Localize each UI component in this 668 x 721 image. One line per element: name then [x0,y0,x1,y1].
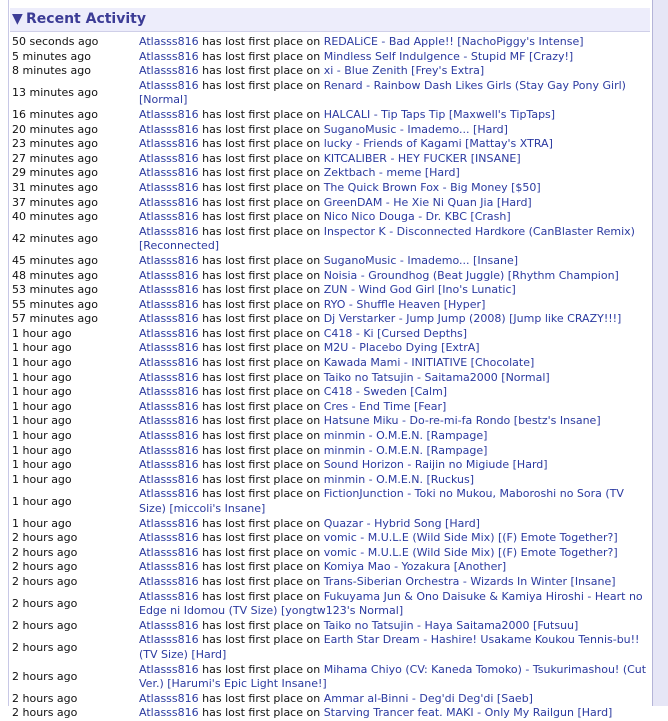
activity-message [139,64,648,79]
user-link[interactable]: Atlasss816 [139,370,199,384]
activity-message [139,181,648,196]
activity-action-text: has lost first place on [202,545,321,559]
activity-action-text: has lost first place on [202,443,321,457]
activity-message [139,590,648,619]
user-link[interactable]: Atlasss816 [139,691,199,705]
activity-message [139,35,648,50]
activity-message [139,341,648,356]
beatmap-link[interactable]: minmin - O.M.E.N. [Rampage] [323,443,488,457]
activity-row [12,487,648,516]
activity-action-text: has lost first place on [202,531,321,545]
user-link[interactable]: Atlasss816 [139,341,199,355]
beatmap-link[interactable]: Earth Star Dream - Hashire! Usakame Koukou Tennis-bu!! (TV Size) [Hard] [139,633,640,661]
user-link[interactable]: Atlasss816 [139,443,199,457]
beatmap-link[interactable]: SuganoMusic - Imademo... [Insane] [323,253,519,267]
activity-time: 1 hour ago [12,429,72,443]
activity-time: 2 hours ago [12,574,78,588]
activity-row [12,633,648,662]
user-link[interactable]: Atlasss816 [139,414,199,428]
activity-action-text: has lost first place on [202,414,321,428]
activity-row [12,312,648,327]
beatmap-link[interactable]: ZUN - Wind God Girl [Ino's Lunatic] [323,283,516,297]
activity-row [12,429,648,444]
activity-action-text: has lost first place on [202,516,321,530]
activity-time: 1 hour ago [12,356,72,370]
user-link[interactable]: Atlasss816 [139,487,199,501]
activity-time: 1 hour ago [12,326,72,340]
activity-time: 2 hours ago [12,691,78,705]
activity-row [12,458,648,473]
activity-time: 1 hour ago [12,370,72,384]
activity-action-text: has lost first place on [202,326,321,340]
user-link[interactable]: Atlasss816 [139,516,199,530]
beatmap-link[interactable]: vomic - M.U.L.E (Wild Side Mix) [(F) Emote Together?] [323,531,618,545]
beatmap-link[interactable]: M2U - Placebo Dying [ExtrA] [323,341,480,355]
activity-time: 57 minutes ago [12,312,98,326]
activity-action-text: has lost first place on [202,370,321,384]
activity-action-text: has lost first place on [202,253,321,267]
activity-time: 53 minutes ago [12,283,98,297]
activity-message [139,692,648,707]
activity-action-text: has lost first place on [202,589,321,603]
activity-time: 2 hours ago [12,531,78,545]
activity-message [139,196,648,211]
activity-row [12,196,648,211]
activity-row [12,64,648,79]
activity-message [139,356,648,371]
user-link[interactable]: Atlasss816 [139,574,199,588]
activity-time: 31 minutes ago [12,180,98,194]
activity-time: 2 hours ago [12,669,78,683]
user-link[interactable]: Atlasss816 [139,531,199,545]
user-link[interactable]: Atlasss816 [139,589,199,603]
user-link[interactable]: Atlasss816 [139,429,199,443]
beatmap-link[interactable]: REDALiCE - Bad Apple!! [NachoPiggy's Intense] [323,35,584,48]
activity-message [139,458,648,473]
activity-message [139,414,648,429]
activity-time: 48 minutes ago [12,268,98,282]
activity-row [12,619,648,634]
activity-row [12,50,648,65]
activity-action-text: has lost first place on [202,210,321,224]
user-link[interactable]: Atlasss816 [139,78,199,92]
activity-time: 1 hour ago [12,458,72,472]
activity-action-text: has lost first place on [202,356,321,370]
beatmap-link[interactable]: vomic - M.U.L.E (Wild Side Mix) [(F) Emote Together?] [323,545,618,559]
activity-action-text: has lost first place on [202,312,321,326]
activity-message [139,225,648,254]
activity-row [12,692,648,707]
user-link[interactable]: Atlasss816 [139,122,199,136]
user-link[interactable]: Atlasss816 [139,545,199,559]
activity-action-text: has lost first place on [202,399,321,413]
activity-message [139,546,648,561]
activity-row [12,327,648,342]
user-link[interactable]: Atlasss816 [139,312,199,326]
beatmap-link[interactable]: GreenDAM - He Xie Ni Quan Jia [Hard] [323,195,532,209]
user-link[interactable]: Atlasss816 [139,180,199,194]
activity-action-text: has lost first place on [202,283,321,297]
activity-action-text: has lost first place on [202,64,321,78]
activity-message [139,166,648,181]
beatmap-link[interactable]: Nico Nico Douga - Dr. KBC [Crash] [323,210,511,224]
activity-row [12,254,648,269]
activity-message [139,283,648,298]
beatmap-link[interactable]: Renard - Rainbow Dash Likes Girls (Stay Gay Pony Girl) [Normal] [139,78,626,107]
activity-action-text: has lost first place on [202,574,321,588]
activity-feed [12,35,648,721]
activity-action-text: has lost first place on [202,166,321,180]
user-link[interactable]: Atlasss816 [139,166,199,180]
activity-row [12,414,648,429]
activity-message [139,575,648,590]
beatmap-link[interactable]: Trans-Siberian Orchestra - Wizards In Winter [Insane] [323,574,616,588]
activity-message [139,50,648,65]
activity-action-text: has lost first place on [202,78,321,92]
activity-row [12,35,648,50]
activity-time: 2 hours ago [12,640,78,654]
beatmap-link[interactable]: Mindless Self Indulgence - Stupid MF [Crazy!] [323,49,574,63]
activity-row [12,137,648,152]
user-link[interactable]: Atlasss816 [139,64,199,78]
beatmap-link[interactable]: minmin - O.M.E.N. [Rampage] [323,429,488,443]
user-link[interactable]: Atlasss816 [139,224,199,238]
activity-action-text: has lost first place on [202,560,321,574]
beatmap-link[interactable]: Taiko no Tatsujin - Haya Saitama2000 [Futsuu] [323,618,579,632]
activity-row [12,385,648,400]
activity-time: 1 hour ago [12,399,72,413]
activity-time: 2 hours ago [12,618,78,632]
activity-action-text: has lost first place on [202,180,321,194]
activity-action-text: has lost first place on [202,195,321,209]
beatmap-link[interactable]: C418 - Ki [Cursed Depths] [323,326,468,340]
section-title: Recent Activity [26,11,146,27]
beatmap-link[interactable]: Zektbach - meme [Hard] [323,166,460,180]
beatmap-link[interactable]: Noisia - Groundhog (Beat Juggle) [Rhythm Champion] [323,268,619,282]
activity-message [139,487,648,516]
user-link[interactable]: Atlasss816 [139,633,199,647]
activity-row [12,531,648,546]
activity-row [12,473,648,488]
activity-time: 29 minutes ago [12,166,98,180]
beatmap-link[interactable]: lucky - Friends of Kagami [Mattay's XTRA] [323,137,553,151]
activity-row [12,706,648,721]
beatmap-link[interactable]: The Quick Brown Fox - Big Money [$50] [323,180,541,194]
activity-action-text: has lost first place on [202,487,321,501]
activity-row [12,590,648,619]
activity-row [12,371,648,386]
beatmap-link[interactable]: minmin - O.M.E.N. [Ruckus] [323,472,475,486]
activity-row [12,546,648,561]
beatmap-link[interactable]: Kawada Mami - INITIATIVE [Chocolate] [323,356,535,370]
activity-time: 23 minutes ago [12,137,98,151]
activity-row [12,210,648,225]
beatmap-link[interactable]: Ammar al-Binni - Deg'di Deg'di [Saeb] [323,691,533,705]
activity-row [12,283,648,298]
activity-time: 42 minutes ago [12,232,98,246]
user-link[interactable]: Atlasss816 [139,151,199,165]
beatmap-link[interactable]: C418 - Sweden [Calm] [323,385,448,399]
activity-time: 1 hour ago [12,341,72,355]
activity-action-text: has lost first place on [202,472,321,486]
activity-message [139,531,648,546]
activity-row [12,225,648,254]
activity-time: 50 seconds ago [12,35,99,48]
activity-message [139,210,648,225]
beatmap-link[interactable]: RYO - Shuffle Heaven [Hyper] [323,297,486,311]
activity-row [12,152,648,167]
activity-action-text: has lost first place on [202,122,321,136]
activity-row [12,108,648,123]
activity-message [139,473,648,488]
user-link[interactable]: Atlasss816 [139,356,199,370]
activity-message [139,137,648,152]
activity-time: 2 hours ago [12,560,78,574]
activity-message [139,619,648,634]
activity-time: 1 hour ago [12,414,72,428]
recent-activity-header [10,8,650,32]
activity-time: 1 hour ago [12,472,72,486]
user-link[interactable]: Atlasss816 [139,49,199,63]
activity-time: 2 hours ago [12,545,78,559]
beatmap-link[interactable]: Komiya Mao - Yozakura [Another] [323,560,507,574]
activity-message [139,663,648,692]
activity-time: 40 minutes ago [12,210,98,224]
activity-action-text: has lost first place on [202,633,321,647]
user-link[interactable]: Atlasss816 [139,137,199,151]
activity-row [12,663,648,692]
user-link[interactable]: Atlasss816 [139,662,199,676]
activity-message [139,312,648,327]
activity-row [12,269,648,284]
activity-time: 1 hour ago [12,494,72,508]
activity-message [139,254,648,269]
beatmap-link[interactable]: FictionJunction - Toki no Mukou, Maboroshi no Sora (TV Size) [miccoli's Insane] [139,487,624,515]
beatmap-link[interactable]: Starving Trancer feat. MAKI - Only My Railgun [Hard] [323,706,613,720]
activity-time: 13 minutes ago [12,86,98,100]
user-link[interactable]: Atlasss816 [139,326,199,340]
activity-time: 1 hour ago [12,516,72,530]
beatmap-link[interactable]: Inspector K - Disconnected Hardkore (CanBlaster Remix) [Reconnected] [139,224,635,253]
activity-row [12,517,648,532]
user-link[interactable]: Atlasss816 [139,458,199,472]
activity-action-text: has lost first place on [202,35,321,48]
activity-time: 45 minutes ago [12,253,98,267]
user-link[interactable]: Atlasss816 [139,35,199,48]
activity-message [139,108,648,123]
activity-message [139,371,648,386]
user-link[interactable]: Atlasss816 [139,210,199,224]
beatmap-link[interactable]: SuganoMusic - Imademo... [Hard] [323,122,508,136]
activity-action-text: has lost first place on [202,107,321,121]
beatmap-link[interactable]: Hatsune Miku - Do-re-mi-fa Rondo [bestz's Insane] [323,414,601,428]
right-border [652,0,668,706]
activity-row [12,298,648,313]
activity-action-text: has lost first place on [202,268,321,282]
user-link[interactable]: Atlasss816 [139,618,199,632]
activity-message [139,298,648,313]
activity-action-text: has lost first place on [202,137,321,151]
user-link[interactable]: Atlasss816 [139,399,199,413]
beatmap-link[interactable]: Sound Horizon - Raijin no Migiude [Hard] [323,458,548,472]
user-link[interactable]: Atlasss816 [139,268,199,282]
activity-action-text: has lost first place on [202,297,321,311]
activity-time: 37 minutes ago [12,195,98,209]
activity-message [139,444,648,459]
activity-row [12,575,648,590]
activity-message [139,327,648,342]
activity-time: 16 minutes ago [12,107,98,121]
user-link[interactable]: Atlasss816 [139,385,199,399]
activity-row [12,560,648,575]
activity-time: 8 minutes ago [12,64,91,78]
activity-time: 1 hour ago [12,443,72,457]
user-link[interactable]: Atlasss816 [139,706,199,720]
beatmap-link[interactable]: Quazar - Hybrid Song [Hard] [323,516,480,530]
activity-row [12,341,648,356]
beatmap-link[interactable]: HALCALI - Tip Taps Tip [Maxwell's TipTaps] [323,107,556,121]
activity-action-text: has lost first place on [202,429,321,443]
beatmap-link[interactable]: KITCALIBER - HEY FUCKER [INSANE] [323,151,521,165]
user-link[interactable]: Atlasss816 [139,195,199,209]
activity-row [12,181,648,196]
beatmap-link[interactable]: Fukuyama Jun & Ono Daisuke & Kamiya Hiroshi - Heart no Edge ni Idomou (TV Size) [yongtw123's Normal] [139,589,643,618]
activity-action-text: has lost first place on [202,151,321,165]
beatmap-link[interactable]: Cres - End Time [Fear] [323,399,447,413]
user-link[interactable]: Atlasss816 [139,107,199,121]
activity-message [139,152,648,167]
activity-action-text: has lost first place on [202,385,321,399]
activity-action-text: has lost first place on [202,618,321,632]
activity-message [139,560,648,575]
beatmap-link[interactable]: xi - Blue Zenith [Frey's Extra] [323,64,485,78]
activity-message [139,385,648,400]
beatmap-link[interactable]: Taiko no Tatsujin - Saitama2000 [Normal] [323,370,550,384]
activity-time: 5 minutes ago [12,49,91,63]
activity-action-text: has lost first place on [202,49,321,63]
activity-row [12,444,648,459]
activity-time: 2 hours ago [12,706,78,720]
activity-row [12,123,648,138]
activity-action-text: has lost first place on [202,691,321,705]
activity-message [139,429,648,444]
activity-action-text: has lost first place on [202,706,321,720]
activity-time: 27 minutes ago [12,151,98,165]
activity-message [139,79,648,108]
activity-message [139,517,648,532]
activity-time: 55 minutes ago [12,297,98,311]
activity-message [139,706,648,721]
beatmap-link[interactable]: Mihama Chiyo (CV: Kaneda Tomoko) - Tsukurimashou! (Cut Ver.) [Harumi's Epic Light Insane!] [139,662,647,691]
activity-message [139,269,648,284]
activity-time: 1 hour ago [12,385,72,399]
activity-row [12,400,648,415]
user-link[interactable]: Atlasss816 [139,283,199,297]
activity-action-text: has lost first place on [202,341,321,355]
activity-action-text: has lost first place on [202,662,321,676]
user-link[interactable]: Atlasss816 [139,560,199,574]
activity-time: 20 minutes ago [12,122,98,136]
activity-action-text: has lost first place on [202,224,321,238]
user-link[interactable]: Atlasss816 [139,253,199,267]
activity-message [139,123,648,138]
user-link[interactable]: Atlasss816 [139,472,199,486]
collapse-toggle-icon[interactable]: ▼ [12,11,23,27]
activity-message [139,400,648,415]
activity-row [12,166,648,181]
beatmap-link[interactable]: Dj Verstarker - Jump Jump (2008) [Jump like CRAZY!!!] [323,312,622,326]
activity-row [12,356,648,371]
user-link[interactable]: Atlasss816 [139,297,199,311]
activity-time: 2 hours ago [12,596,78,610]
activity-message [139,633,648,662]
activity-row [12,79,648,108]
activity-action-text: has lost first place on [202,458,321,472]
